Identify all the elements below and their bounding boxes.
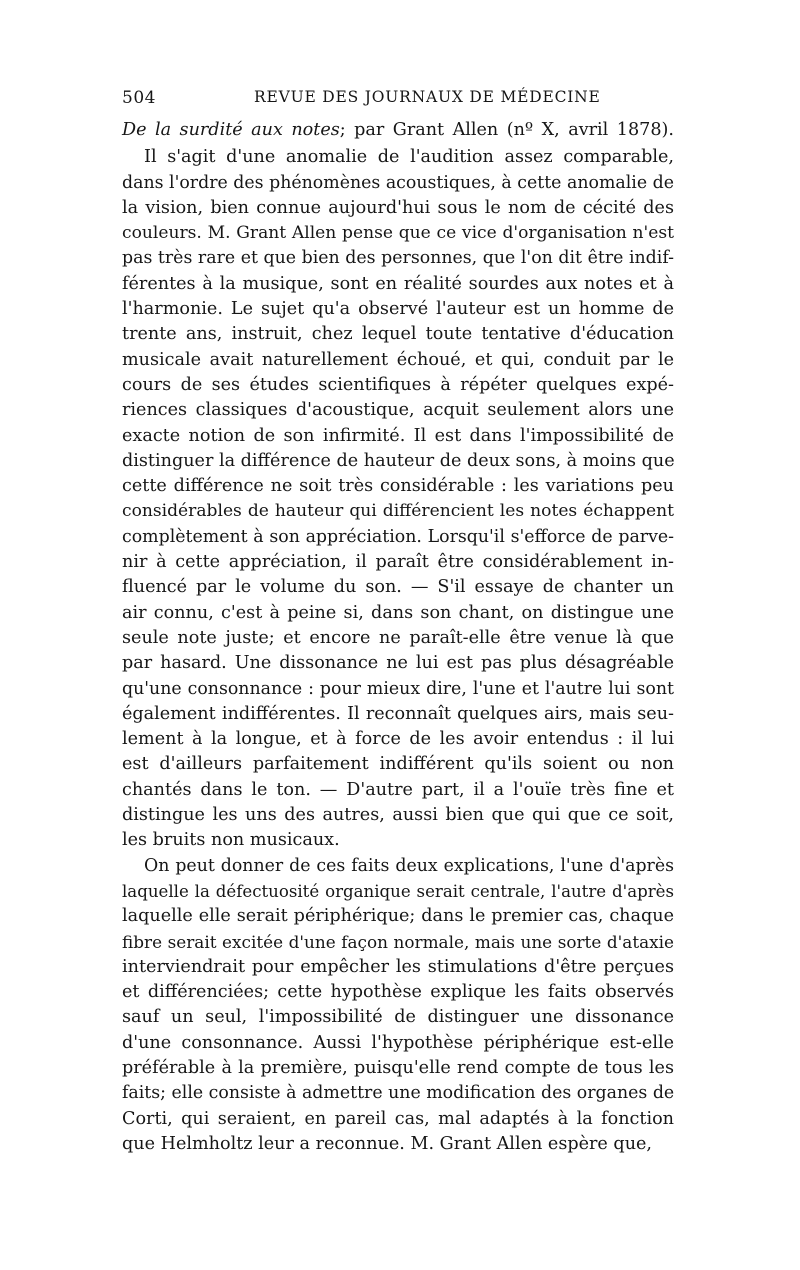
text-line: la vision, bien connue aujourd'hui sous le nom de cécité des [122, 197, 674, 218]
text-line: nir à cette appréciation, il paraît être considérablement in- [122, 552, 674, 573]
text-line: cette différence ne soit très considérable : les variations peu [122, 476, 674, 497]
text-line: férentes à la musique, sont en réalité sourdes aux notes et à [122, 273, 674, 294]
text-line: riences classiques d'acoustique, acquit seulement alors une [122, 400, 674, 421]
text-line: cours de ses études scientifiques à répéter quelques expé- [122, 374, 674, 395]
text-line: distingue les uns des autres, aussi bien que qui que ce soit, [122, 805, 674, 826]
text-line: les bruits non musicaux. [122, 830, 340, 851]
text-line: et différenciées; cette hypothèse explique les faits observés [122, 982, 674, 1003]
page-number: 504 [122, 88, 156, 108]
article-heading [122, 118, 674, 143]
text-line: trente ans, instruit, chez lequel toute tentative d'éducation [122, 324, 674, 345]
text-line: pas très rare et que bien des personnes, que l'on dit être indif- [122, 248, 674, 269]
journal-title: REVUE DES JOURNAUX DE MÉDECINE [254, 88, 601, 106]
text-line: qu'une consonnance : pour mieux dire, l'une et l'autre lui sont [122, 678, 674, 699]
text-line: dans l'ordre des phénomènes acoustiques, à cette anomalie de [122, 172, 674, 193]
text-line: par hasard. Une dissonance ne lui est pas plus désagréable [122, 653, 674, 674]
article-title: De la surdité aux notes [122, 120, 340, 140]
paragraph [122, 145, 674, 853]
text-line: est d'ailleurs parfaitement indifférent qu'ils soient ou non [122, 754, 674, 775]
text-line: On peut donner de ces faits deux explications, l'une d'après [144, 855, 674, 876]
text-line: Il s'agit d'une anomalie de l'audition assez comparable, [144, 147, 674, 168]
text-line: laquelle la défectuosité organique serait centrale, l'autre d'après [122, 881, 674, 901]
paragraphs [122, 145, 674, 1157]
text-line: Corti, qui seraient, en pareil cas, mal adaptés à la fonction [122, 1108, 674, 1129]
paragraph [122, 854, 674, 1158]
text-line: chantés dans le ton. — D'autre part, il a l'ouïe très fine et [122, 779, 674, 800]
text-line: sauf un seul, l'impossibilité de distinguer une dissonance [122, 1007, 674, 1028]
text-line: exacte notion de son infirmité. Il est dans l'impossibilité de [122, 425, 674, 446]
article-byline: ; par Grant Allen (nº X, avril 1878). [339, 120, 674, 140]
text-line: fibre serait excitée d'une façon normale, mais une sorte d'ataxie [122, 931, 674, 952]
text-line: air connu, c'est à peine si, dans son chant, on distingue une [122, 602, 674, 623]
text-line: considérables de hauteur qui différencient les notes échappent [122, 501, 674, 522]
text-line: interviendrait pour empêcher les stimulations d'être perçues [122, 956, 674, 977]
text-line: préférable à la première, puisqu'elle rend compte de tous les [122, 1057, 674, 1078]
text-line: également indifférentes. Il reconnaît quelques airs, mais seu- [122, 703, 674, 724]
article-body [122, 118, 674, 1157]
text-line: couleurs. M. Grant Allen pense que ce vice d'organisation n'est [122, 223, 674, 244]
text-line: musicale avait naturellement échoué, et qui, conduit par le [122, 349, 674, 370]
text-line: d'une consonnance. Aussi l'hypothèse périphérique est-elle [122, 1032, 674, 1053]
running-head [122, 88, 674, 118]
text-line: fluencé par le volume du son. — S'il essaye de chanter un [122, 577, 674, 598]
text-line: laquelle elle serait périphérique; dans le premier cas, chaque [122, 906, 674, 927]
text-line: l'harmonie. Le sujet qu'a observé l'auteur est un homme de [122, 299, 674, 320]
text-line: distinguer la différence de hauteur de deux sons, à moins que [122, 450, 675, 471]
document-page [122, 88, 674, 1157]
text-line: seule note juste; et encore ne paraît-elle être venue là que [122, 627, 674, 648]
text-line: que Helmholtz leur a reconnue. M. Grant Allen espère que, [122, 1133, 653, 1154]
text-line: lement à la longue, et à force de les avoir entendus : il lui [122, 729, 674, 750]
text-line: complètement à son appréciation. Lorsqu'il s'efforce de parve- [122, 526, 674, 547]
text-line: faits; elle consiste à admettre une modification des organes de [122, 1083, 675, 1104]
